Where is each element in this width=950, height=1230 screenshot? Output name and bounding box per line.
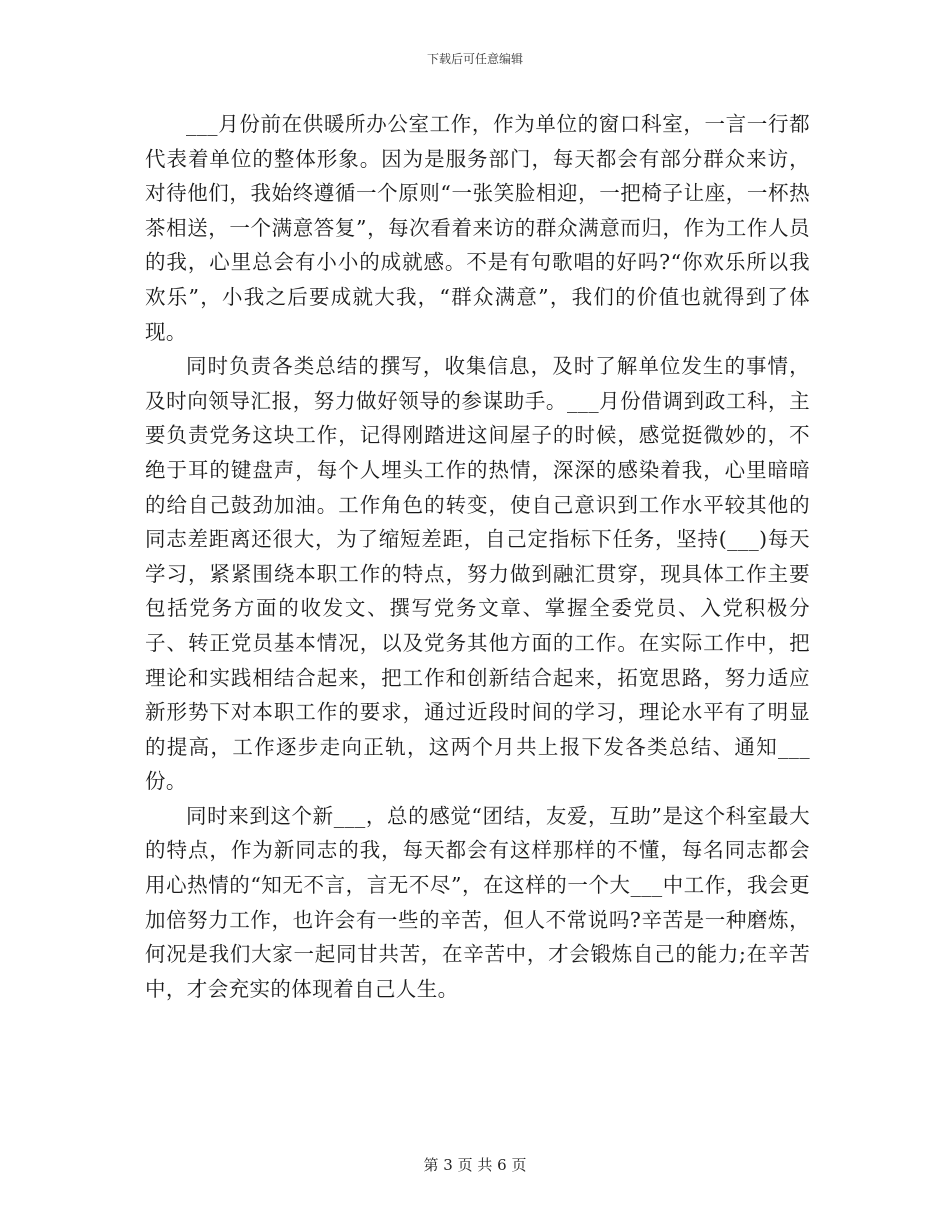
page-number-footer: 第 3 页 共 6 页 <box>423 1156 527 1174</box>
paragraph-3: 同时来到这个新___，总的感觉“团结，友爱，互助”是这个科室最大的特点，作为新同志的我，每天都会有这样那样的不懂，每名同志都会用心热情的“知无不言，言无不尽”，在这样的一个大___中工作，我会更加倍努力工作，也许会有一些的辛苦，但人不常说吗?辛苦是一种磨炼，何况是我们大家一起同甘共苦，在辛苦中，才会锻炼自己的能力;在辛苦中，才会充实的体现着自己人生。 <box>145 803 810 1001</box>
paragraph-2: 同时负责各类总结的撰写，收集信息，及时了解单位发生的事情，及时向领导汇报，努力做好领导的参谋助手。___月份借调到政工科，主要负责党务这块工作，记得刚踏进这间屋子的时候，感觉挺微妙的，不绝于耳的键盘声，每个人埋头工作的热情，深深的感染着我，心里暗暗的给自己鼓劲加油。工作角色的转变，使自己意识到工作水平较其他的同志差距离还很大，为了缩短差距，自己定指标下任务，坚持(___)每天学习，紧紧围绕本职工作的特点，努力做到融汇贯穿，现具体工作主要包括党务方面的收发文、撰写党务文章、掌握全委党员、入党积极分子、转正党员基本情况，以及党务其他方面的工作。在实际工作中，把理论和实践相结合起来，把工作和创新结合起来，拓宽思路，努力适应新形势下对本职工作的要求，通过近段时间的学习，理论水平有了明显的提高，工作逐步走向正轨，这两个月共上报下发各类总结、通知___份。 <box>145 354 810 794</box>
page-header: 下载后可任意编辑 <box>426 52 523 66</box>
paragraph-1: ___月份前在供暖所办公室工作，作为单位的窗口科室，一言一行都代表着单位的整体形象。因为是服务部门，每天都会有部分群众来访，对待他们，我始终遵循一个原则“一张笑脸相迎，一把椅子让座，一杯热茶相送，一个满意答复”，每次看着来访的群众满意而归，作为工作人员的我，心里总会有小小的成就感。不是有句歌唱的好吗?“你欢乐所以我欢乐”，小我之后要成就大我，“群众满意”，我们的价值也就得到了体现。 <box>145 112 810 344</box>
document-body <box>145 107 810 1006</box>
